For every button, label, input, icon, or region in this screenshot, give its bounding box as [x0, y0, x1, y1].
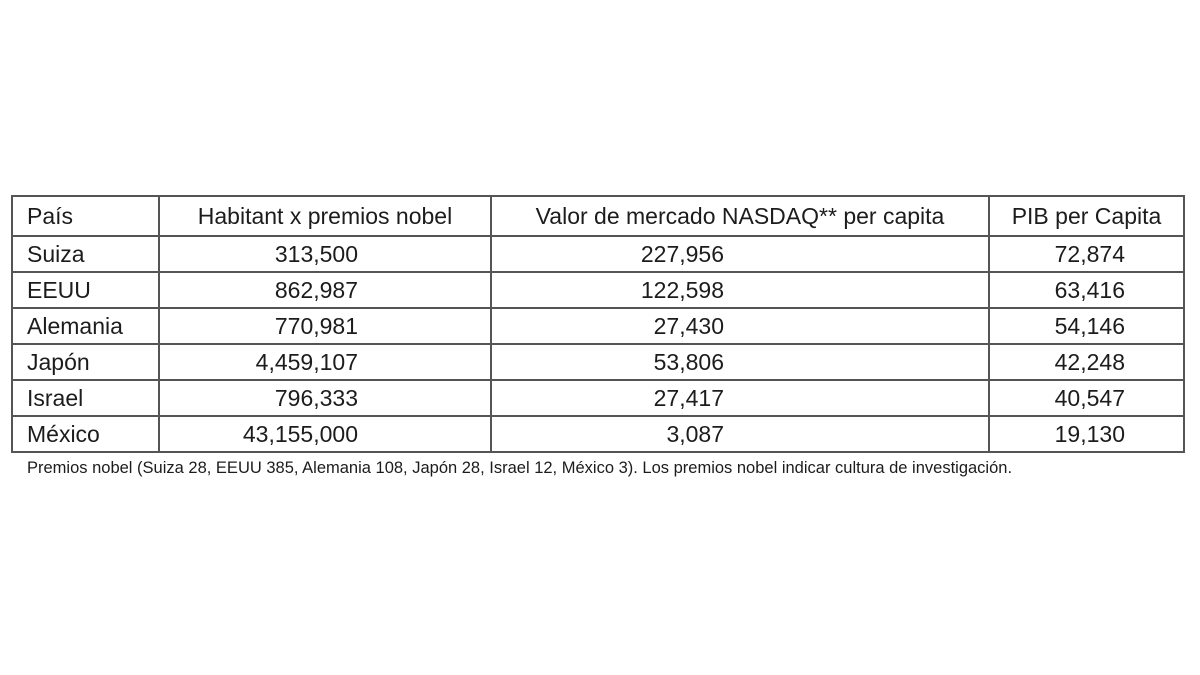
- cell-habitantes-por-nobel: 313,500: [159, 236, 491, 272]
- cell-pais: Japón: [12, 344, 159, 380]
- cell-pais: Suiza: [12, 236, 159, 272]
- cell-habitantes-por-nobel: 770,981: [159, 308, 491, 344]
- cell-pib-per-capita: 54,146: [989, 308, 1184, 344]
- header-nasdaq-per-capita: Valor de mercado NASDAQ** per capita: [491, 196, 989, 236]
- header-habitantes-por-nobel: Habitant x premios nobel: [159, 196, 491, 236]
- table-row: [12, 308, 1184, 344]
- cell-pib-per-capita: 63,416: [989, 272, 1184, 308]
- table-row: [12, 380, 1184, 416]
- cell-habitantes-por-nobel: 4,459,107: [159, 344, 491, 380]
- cell-pib-per-capita: 40,547: [989, 380, 1184, 416]
- cell-nasdaq-per-capita: 27,430: [491, 308, 989, 344]
- cell-nasdaq-per-capita: 122,598: [491, 272, 989, 308]
- country-comparison-table: [11, 195, 1185, 453]
- cell-nasdaq-per-capita: 227,956: [491, 236, 989, 272]
- cell-nasdaq-per-capita: 53,806: [491, 344, 989, 380]
- cell-pais: Israel: [12, 380, 159, 416]
- header-pib-per-capita: PIB per Capita: [989, 196, 1184, 236]
- cell-pib-per-capita: 19,130: [989, 416, 1184, 452]
- cell-pais: Alemania: [12, 308, 159, 344]
- cell-habitantes-por-nobel: 862,987: [159, 272, 491, 308]
- table-row: [12, 272, 1184, 308]
- cell-pib-per-capita: 72,874: [989, 236, 1184, 272]
- table-row: [12, 344, 1184, 380]
- cell-nasdaq-per-capita: 3,087: [491, 416, 989, 452]
- document: [11, 195, 1183, 478]
- table-row: [12, 416, 1184, 452]
- table-header-row: [12, 196, 1184, 236]
- cell-habitantes-por-nobel: 796,333: [159, 380, 491, 416]
- cell-habitantes-por-nobel: 43,155,000: [159, 416, 491, 452]
- cell-pib-per-capita: 42,248: [989, 344, 1184, 380]
- cell-pais: México: [12, 416, 159, 452]
- table-row: [12, 236, 1184, 272]
- cell-pais: EEUU: [12, 272, 159, 308]
- cell-nasdaq-per-capita: 27,417: [491, 380, 989, 416]
- header-pais: País: [12, 196, 159, 236]
- table-footnote: Premios nobel (Suiza 28, EEUU 385, Alemania 108, Japón 28, Israel 12, México 3). Los premios nobel indicar cultura de investigación.: [27, 459, 1013, 477]
